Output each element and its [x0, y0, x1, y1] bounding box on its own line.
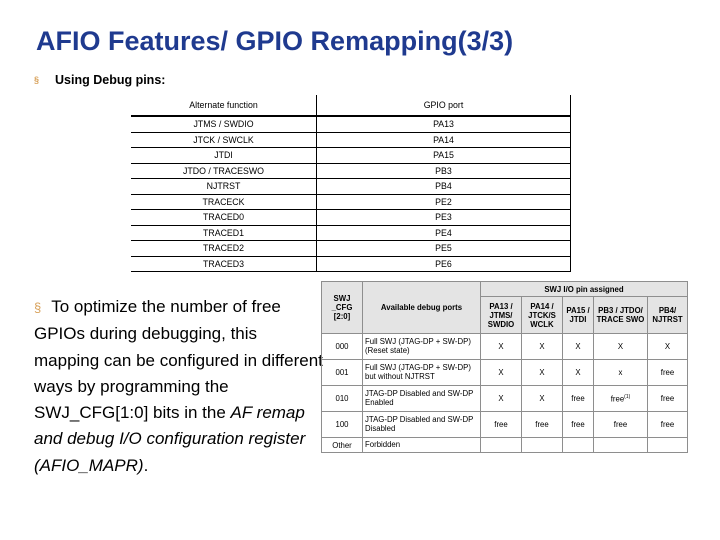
cell-value: free [648, 412, 688, 438]
cell-value: X [481, 386, 522, 412]
cell-port: PA15 [317, 148, 571, 164]
col-header-pin: PA14 / JTCK/S WCLK [522, 297, 563, 334]
col-header-pin: PB4/ NJTRST [648, 297, 688, 334]
table-row [131, 225, 571, 241]
table-row [131, 194, 571, 210]
cell-value: free [610, 394, 625, 404]
table-row [131, 210, 571, 226]
register-name: AF remap and debug I/O configuration register (AFIO_MAPR) [34, 403, 306, 475]
col-header-debug-ports: Available debug ports [363, 282, 481, 334]
cell-port: PA13 [317, 116, 571, 132]
cell-function: JTDO / TRACESWO [131, 163, 317, 179]
swj-cfg-table [321, 281, 688, 453]
cell-port: PE5 [317, 241, 571, 257]
cell-value [594, 438, 648, 453]
table-row [322, 386, 688, 412]
bullet-text: To optimize the number of free GPIOs during debugging, this mapping can be configured in different ways by programming the SWJ_CFG[1:0] bits in the [34, 297, 323, 423]
cell-function: TRACED3 [131, 256, 317, 272]
bullet-text: Using Debug pins: [55, 73, 166, 87]
cell-value: free [563, 386, 594, 412]
cell-value: X [594, 334, 648, 360]
cell-code: 001 [322, 360, 363, 386]
cell-value-with-note [594, 386, 648, 412]
cell-port: PE6 [317, 256, 571, 272]
cell-value: X [481, 334, 522, 360]
cell-code: 100 [322, 412, 363, 438]
table-row [322, 438, 688, 453]
table-row [131, 241, 571, 257]
cell-value: free [522, 412, 563, 438]
cell-value: X [522, 334, 563, 360]
cell-port: PE4 [317, 225, 571, 241]
cell-value: X [648, 334, 688, 360]
cell-code: Other [322, 438, 363, 453]
table-row [322, 360, 688, 386]
col-header-swj-cfg: SWJ _CFG [2:0] [322, 282, 363, 334]
cell-function: JTCK / SWCLK [131, 132, 317, 148]
cell-value: free [648, 386, 688, 412]
cell-code: 000 [322, 334, 363, 360]
cell-desc: Forbidden [363, 438, 481, 453]
cell-function: JTMS / SWDIO [131, 116, 317, 132]
cell-port: PA14 [317, 132, 571, 148]
cell-desc: Full SWJ (JTAG-DP + SW-DP) (Reset state) [363, 334, 481, 360]
cell-value [522, 438, 563, 453]
cell-port: PB4 [317, 179, 571, 195]
col-header-pin: PA13 / JTMS/ SWDIO [481, 297, 522, 334]
cell-value: free [481, 412, 522, 438]
table-row [131, 179, 571, 195]
cell-function: TRACED1 [131, 225, 317, 241]
cell-value: free [594, 412, 648, 438]
slide-title: AFIO Features/ GPIO Remapping(3/3) [36, 26, 514, 56]
cell-value: free [648, 360, 688, 386]
table-row [322, 412, 688, 438]
cell-function: NJTRST [131, 179, 317, 195]
cell-port: PB3 [317, 163, 571, 179]
cell-value: X [522, 386, 563, 412]
col-header-alternate-function: Alternate function [131, 95, 317, 116]
col-header-gpio-port: GPIO port [317, 95, 571, 116]
cell-value: X [563, 360, 594, 386]
bullet-debug-pins [34, 73, 165, 87]
cell-desc: Full SWJ (JTAG-DP + SW-DP) but without NJTRST [363, 360, 481, 386]
table-row [131, 116, 571, 132]
footnote-ref: (1) [624, 393, 631, 400]
cell-value: X [563, 334, 594, 360]
cell-code: 010 [322, 386, 363, 412]
table-row [131, 163, 571, 179]
cell-value [648, 438, 688, 453]
cell-port: PE3 [317, 210, 571, 226]
cell-value [563, 438, 594, 453]
debug-pins-table [131, 95, 571, 272]
cell-value: free [563, 412, 594, 438]
col-header-pin: PB3 / JTDO/ TRACE SWO [594, 297, 648, 334]
cell-value [481, 438, 522, 453]
cell-value: X [522, 360, 563, 386]
group-header-pin-assigned: SWJ I/O pin assigned [481, 282, 688, 297]
table-row [322, 334, 688, 360]
cell-value: x [594, 360, 648, 386]
bullet-text-end: . [143, 455, 149, 475]
cell-function: TRACECK [131, 194, 317, 210]
table-row [131, 148, 571, 164]
cell-port: PE2 [317, 194, 571, 210]
cell-desc: JTAG-DP Disabled and SW-DP Disabled [363, 412, 481, 438]
cell-function: JTDI [131, 148, 317, 164]
bullet-swj-cfg-text [34, 294, 324, 479]
col-header-pin: PA15 / JTDI [563, 297, 594, 334]
cell-desc: JTAG-DP Disabled and SW-DP Enabled [363, 386, 481, 412]
cell-value: X [481, 360, 522, 386]
table-row [131, 256, 571, 272]
cell-function: TRACED0 [131, 210, 317, 226]
bullet-marker: § [34, 75, 40, 85]
table-row [131, 132, 571, 148]
bullet-marker: § [34, 300, 42, 315]
cell-function: TRACED2 [131, 241, 317, 257]
